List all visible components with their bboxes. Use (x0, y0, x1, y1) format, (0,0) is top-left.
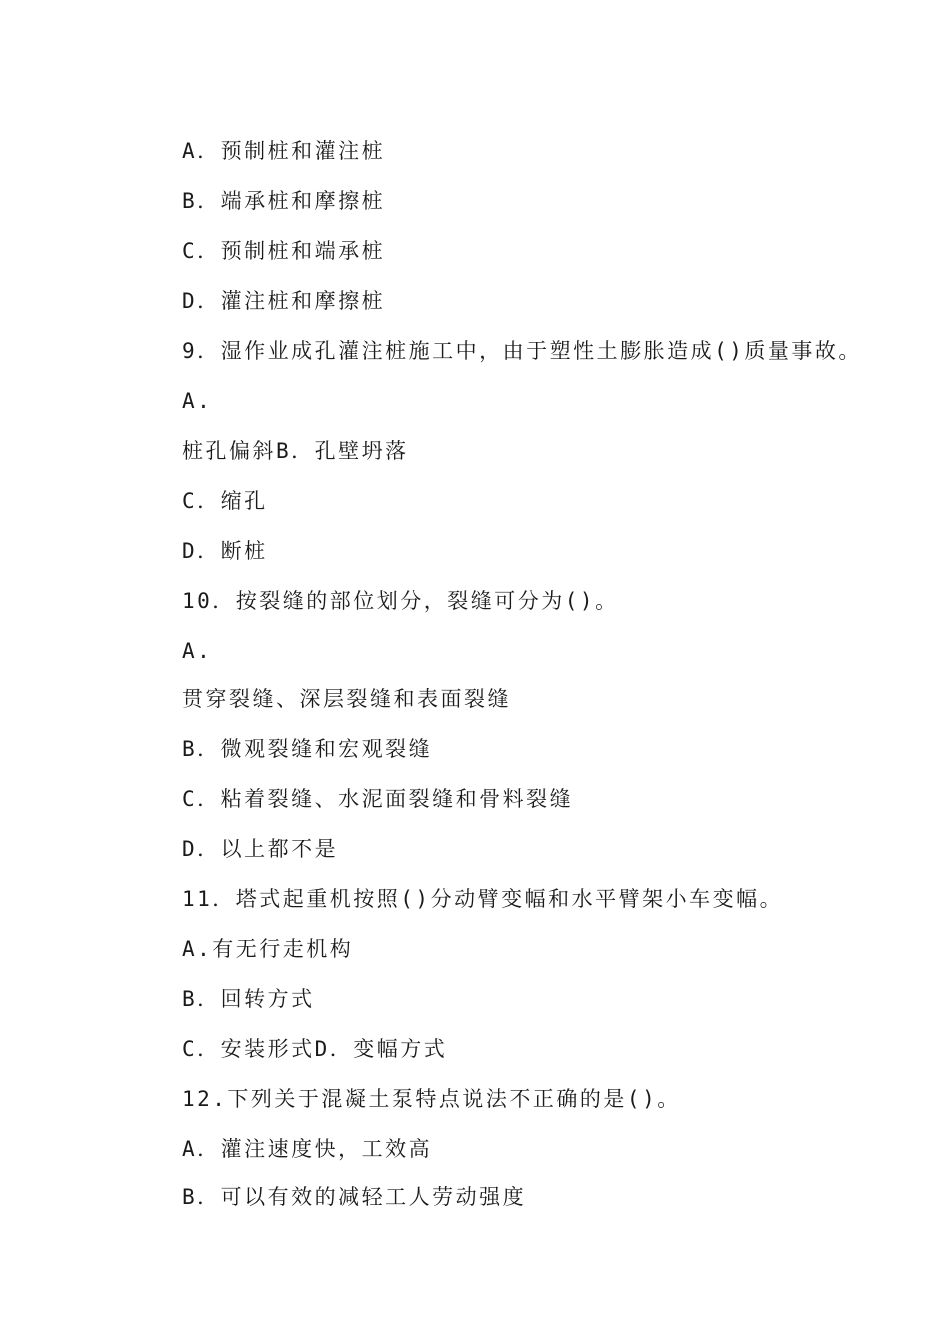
option-a-q8: A．预制桩和灌注桩 (182, 139, 386, 163)
option-a-q10-text: 贯穿裂缝、深层裂缝和表面裂缝 (182, 687, 511, 711)
question-9: 9．湿作业成孔灌注桩施工中，由于塑性土膨胀造成()质量事故。 (182, 339, 862, 363)
option-b-q11: B．回转方式 (182, 987, 315, 1011)
option-c-q9: C．缩孔 (182, 489, 268, 513)
option-d-q9: D．断桩 (182, 539, 268, 563)
option-d-q8: D．灌注桩和摩擦桩 (182, 289, 386, 313)
option-d-q10: D．以上都不是 (182, 837, 339, 861)
option-a-q9: A. (182, 389, 213, 413)
option-a-q12: A．灌注速度快，工效高 (182, 1137, 433, 1161)
option-c-q10: C．粘着裂缝、水泥面裂缝和骨料裂缝 (182, 787, 574, 811)
question-12: 12.下列关于混凝土泵特点说法不正确的是()。 (182, 1087, 681, 1111)
option-a-q9-text: 桩孔偏斜B．孔壁坍落 (182, 439, 409, 463)
option-a-q10: A. (182, 639, 213, 663)
question-11: 11．塔式起重机按照()分动臂变幅和水平臂架小车变幅。 (182, 887, 784, 911)
option-a-q11: A.有无行走机构 (182, 937, 354, 961)
option-c-q8: C．预制桩和端承桩 (182, 239, 386, 263)
option-b-q10: B．微观裂缝和宏观裂缝 (182, 737, 433, 761)
option-c-d-q11: C．安装形式D．变幅方式 (182, 1037, 448, 1061)
option-b-q12: B．可以有效的减轻工人劳动强度 (182, 1185, 527, 1209)
question-10: 10．按裂缝的部位划分，裂缝可分为()。 (182, 589, 619, 613)
option-b-q8: B．端承桩和摩擦桩 (182, 189, 386, 213)
